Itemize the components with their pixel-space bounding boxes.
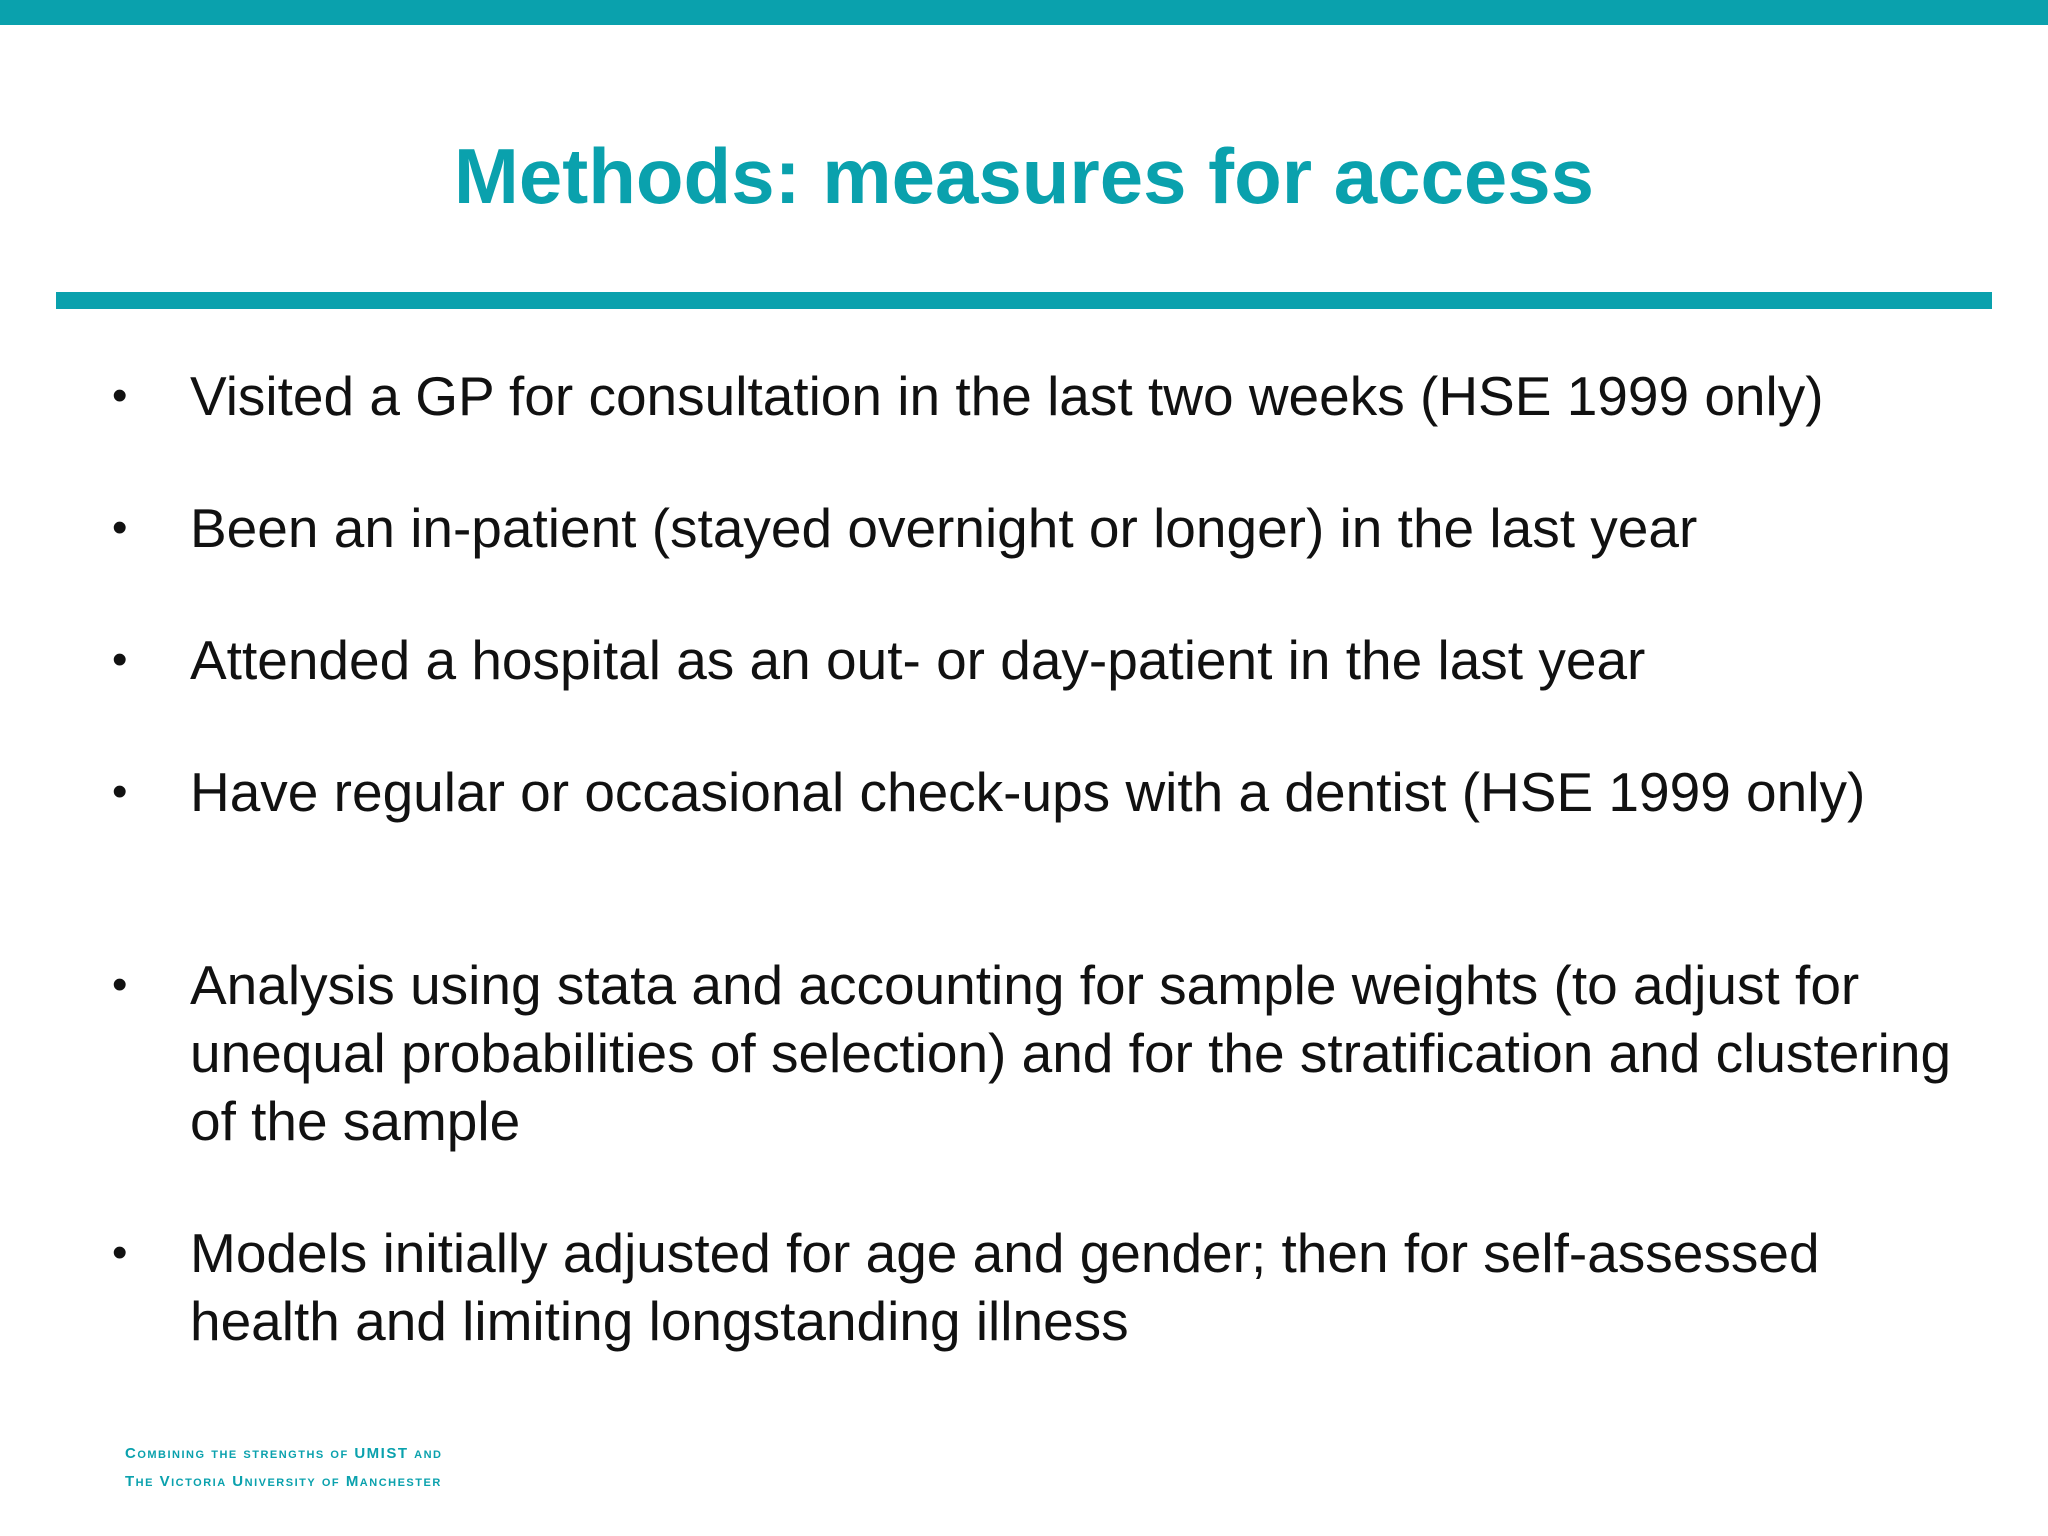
bullet-marker: • xyxy=(112,503,128,552)
bullet-text: Models initially adjusted for age and gender; then for self-assessed health and limiting longstanding illness xyxy=(190,1222,1820,1352)
top-accent-bar xyxy=(0,0,2048,25)
bullet-item xyxy=(112,951,1972,1155)
bullet-text: Attended a hospital as an out- or day-patient in the last year xyxy=(190,629,1646,691)
bullet-text: Been an in-patient (stayed overnight or longer) in the last year xyxy=(190,497,1698,559)
bullet-marker: • xyxy=(112,767,128,816)
footer-line-2: The Victoria University of Manchester xyxy=(125,1473,442,1490)
bullet-text: Have regular or occasional check-ups with a dentist (HSE 1999 only) xyxy=(190,761,1866,823)
bullet-marker: • xyxy=(112,1228,128,1277)
bullet-item xyxy=(112,626,1972,694)
bullet-text: Visited a GP for consultation in the last two weeks (HSE 1999 only) xyxy=(190,365,1824,427)
bullet-marker: • xyxy=(112,635,128,684)
bullet-item xyxy=(112,362,1972,430)
bullet-marker: • xyxy=(112,371,128,420)
title-divider xyxy=(56,292,1992,309)
bullet-marker: • xyxy=(112,960,128,1009)
slide-title: Methods: measures for access xyxy=(453,132,1595,220)
bullet-text: Analysis using stata and accounting for sample weights (to adjust for unequal probabilities of selection) and for the stratification and clustering of the sample xyxy=(190,954,1952,1152)
bullet-item xyxy=(112,1219,1972,1355)
bullet-item xyxy=(112,758,1972,826)
bullet-item xyxy=(112,494,1972,562)
footer-line-1: Combining the strengths of UMIST and xyxy=(125,1445,443,1462)
university-footer xyxy=(125,1440,443,1496)
